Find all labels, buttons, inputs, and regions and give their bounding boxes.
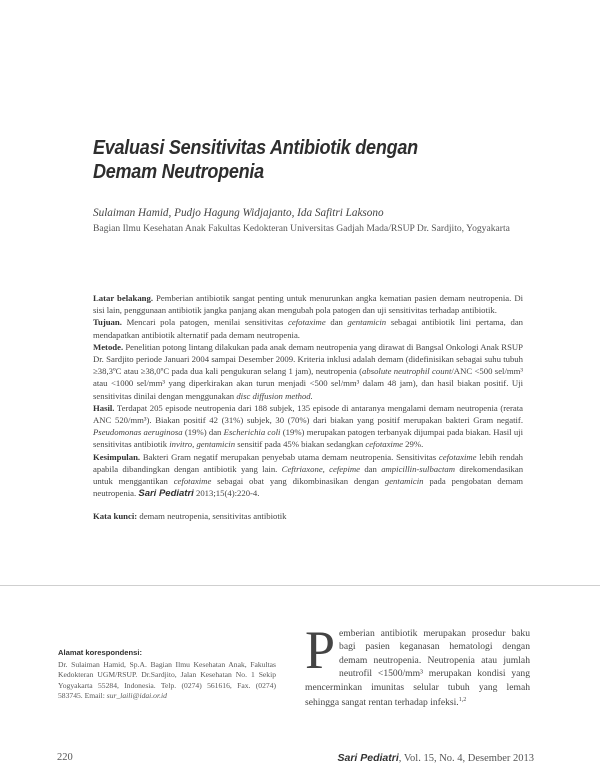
- correspondence: [58, 648, 276, 701]
- result-term: Pseudomonas aeruginosa: [93, 427, 183, 438]
- drop-cap: P: [305, 620, 336, 680]
- citation: 2013;15(4):220-4.: [195, 488, 260, 499]
- page-number: 220: [57, 752, 73, 763]
- conclusion-text: sebagai obat yang dikombinasikan dengan: [217, 476, 380, 487]
- conclusion-text: dan: [364, 463, 377, 474]
- method-text: /ANC <500 sel/mm³ atau <1000 sel/mm³ yang diperkirakan akan turun menjadi <500 sel/mm³ dalam 48 jam), dan hasil biakan positif. Uji sensitivitas dinilai dengan menggunakan: [93, 366, 523, 401]
- footer-journal-name: Sari Pediatri: [337, 752, 399, 764]
- result-term: cefotaxime: [365, 439, 403, 450]
- keywords: [93, 510, 523, 522]
- result-label: Hasil.: [93, 402, 115, 413]
- correspondence-text: Dr. Sulaiman Hamid, Sp.A. Bagian Ilmu Kesehatan Anak, Fakultas Kedokteran UGM/RSUP. Dr.Sardjito, Jalan Kesehatan No. 1 Sekip Yogyakarta 55284, Indonesia. Telp. (0274) 561616, Fax. (0274) 583745. Email:: [58, 660, 276, 700]
- conclusion-text: pada pengobatan demam neutropenia.: [93, 476, 524, 499]
- abstract-method: [93, 341, 523, 402]
- result-text: (19%) merupakan patogen terbanyak dijumpai pada biakan. Hasil uji sensitivitas antibiotik: [93, 427, 523, 450]
- result-text: Terdapat 205 episode neutropenia dari 188 subjek, 135 episode di antaranya mengalami demam neutropenia (rerata ANC 520/mm³). Biakan positif 42 (31%) subjek, 30 (70%) dari biakan yang positif merupakan bakteri Gram negatif.: [93, 402, 524, 426]
- result-text: (19%) dan: [184, 427, 222, 438]
- abstract-conclusion: [93, 451, 523, 501]
- divider: [0, 585, 600, 586]
- intro-ref: 1,2: [458, 697, 467, 704]
- conclusion-term: cefotaxime: [438, 451, 477, 462]
- abstract-result: [93, 402, 523, 451]
- footer-journal: [337, 752, 534, 764]
- intro-paragraph: [305, 620, 530, 710]
- title-line-1: Evaluasi Sensitivitas Antibiotik dengan: [93, 136, 418, 159]
- aim-text: dan: [330, 317, 343, 328]
- result-text: sensitif pada 45% biakan sedangkan: [237, 439, 364, 450]
- conclusion-text: lebih rendah apabila dibandingkan dengan antibiotik yang lain.: [93, 451, 524, 474]
- conclusion-term: gentamicin: [384, 476, 424, 487]
- result-text: 29%.: [405, 439, 424, 450]
- journal-name: Sari Pediatri: [138, 488, 194, 500]
- affiliation: Bagian Ilmu Kesehatan Anak Fakultas Kedokteran Universitas Gadjah Mada/RSUP Dr. Sardjito, Yogyakarta: [93, 223, 510, 234]
- conclusion-term: Ceftriaxone, cefepime: [281, 463, 361, 474]
- method-term: disc diffusion method.: [236, 390, 313, 401]
- footer-journal-details: , Vol. 15, No. 4, Desember 2013: [398, 753, 534, 764]
- keywords-label: Kata kunci:: [93, 511, 138, 522]
- background-label: Latar belakang.: [93, 293, 154, 303]
- abstract: [93, 292, 523, 523]
- title-line-2: Demam Neutropenia: [93, 160, 264, 183]
- aim-drug: gentamicin: [347, 317, 387, 328]
- abstract-aim: [93, 316, 523, 340]
- method-text: Penelitian potong lintang dilakukan pada anak demam neutropenia yang dirawat di Bangsal Onkologi Anak RSUP Dr. Sardjito periode Januari 2004 sampai Desember 2009. Kriteria inklusi adalah demam (didefinisikan sebagai suhu tubuh ≥38,3ºC atau ≥38,0ºC pada dua kali pengukuran selang 1 jam), neutropenia (: [93, 341, 524, 377]
- conclusion-term: cefotaxime: [173, 476, 212, 487]
- keywords-text: demam neutropenia, sensitivitas antibiotik: [139, 511, 287, 522]
- method-label: Metode.: [93, 341, 124, 352]
- result-term: invitro, gentamicin: [169, 439, 236, 450]
- correspondence-email: sur_laili@idai.or.id: [106, 690, 167, 700]
- conclusion-text: Bakteri Gram negatif merupakan penyebab utama demam neutropenia. Sensitivitas: [142, 451, 437, 462]
- background-text: Pemberian antibiotik sangat penting untuk menurunkan angka kematian pasien demam neutropenia. Di sisi lain, penggunaan antibiotik jangka panjang akan mengubah pola patogen dan uji sensitivitas terhadap antibiotik.: [93, 293, 524, 316]
- abstract-background: [93, 292, 523, 316]
- result-term: Escherichia coli: [223, 427, 281, 438]
- aim-label: Tujuan.: [93, 317, 122, 328]
- article-title: [93, 136, 463, 184]
- aim-text: sebagai antibiotik lini pertama, dan mendapatkan antibiotik alternatif pada demam neutropenia.: [93, 317, 524, 340]
- aim-drug: cefotaxime: [288, 317, 326, 328]
- conclusion-term: ampicillin-sulbactam: [381, 463, 456, 474]
- authors: Sulaiman Hamid, Pudjo Hagung Widjajanto, Ida Safitri Laksono: [93, 207, 384, 219]
- aim-text: Mencari pola patogen, menilai sensitivitas: [126, 317, 284, 328]
- conclusion-text: direkomendasikan untuk menggantikan: [93, 463, 524, 487]
- conclusion-label: Kesimpulan.: [93, 451, 141, 462]
- method-term: absolute neutrophil count: [362, 366, 452, 377]
- correspondence-heading: Alamat korespondensi:: [58, 648, 142, 657]
- intro-text: emberian antibiotik merupakan prosedur baku bagi pasien keganasan hematologi dengan demam neutropenia. Neutropenia atau jumlah neutrofil <1500/mm³ merupakan kondisi yang mencerminkan imunitas selular tubuh yang lemah sehingga sangat rentan terhadap infeksi.: [305, 628, 530, 709]
